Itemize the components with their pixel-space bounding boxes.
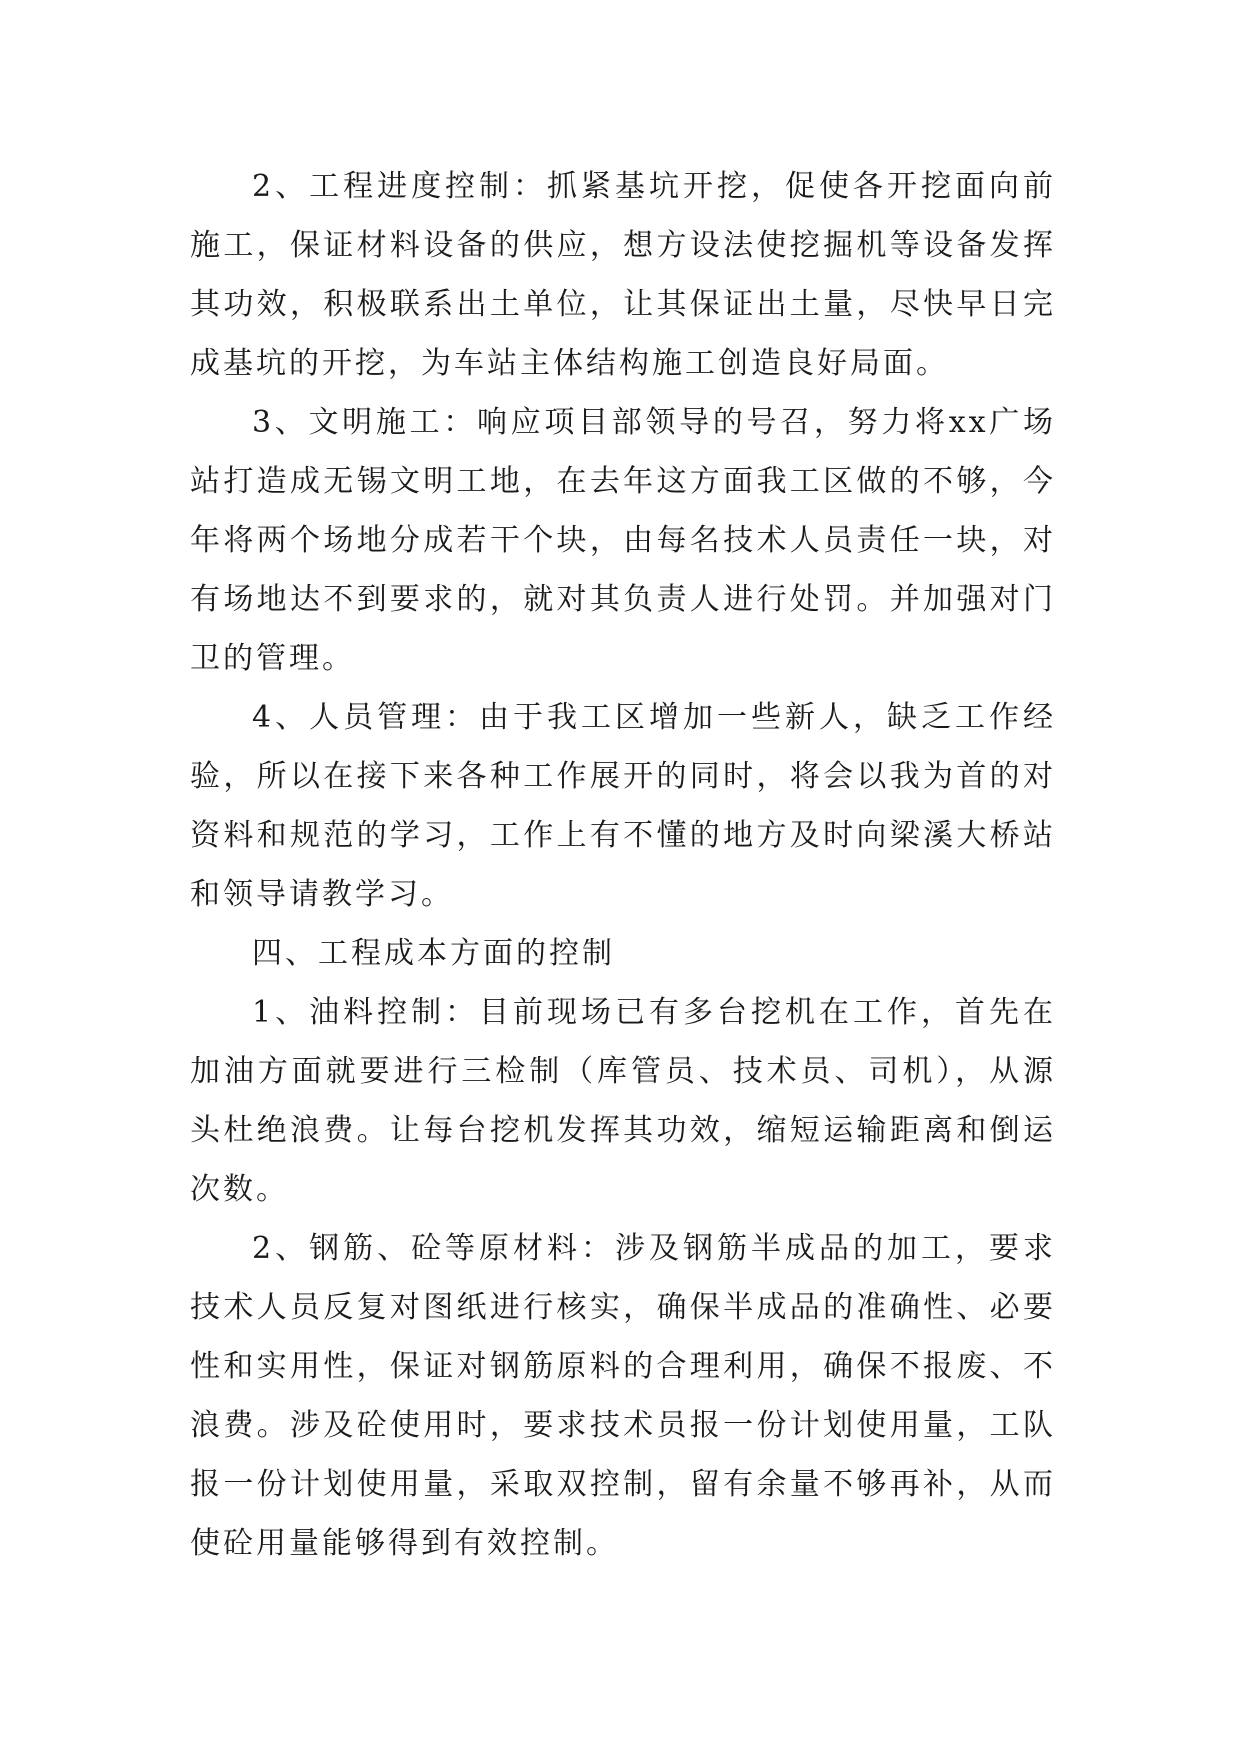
paragraph-raw-materials: 2、钢筋、砼等原材料：涉及钢筋半成品的加工，要求技术人员反复对图纸进行核实，确保半成品的准确性、必要性和实用性，保证对钢筋原料的合理利用，确保不报废、不浪费。涉及砼使用时，要求技术员报一份计划使用量，工队报一份计划使用量，采取双控制，留有余量不够再补，从而使砼用量能够得到有效控制。 <box>190 1231 1056 1561</box>
paragraph-progress-control: 2、工程进度控制：抓紧基坑开挖，促使各开挖面向前施工，保证材料设备的供应，想方设法使挖掘机等设备发挥其功效，积极联系出土单位，让其保证出土量，尽快早日完成基坑的开挖，为车站主体结构施工创造良好局面。 <box>190 169 1056 381</box>
paragraph-personnel-management: 4、人员管理：由于我工区增加一些新人，缺乏工作经验，所以在接下来各种工作展开的同时，将会以我为首的对资料和规范的学习，工作上有不懂的地方及时向梁溪大桥站和领导请教学习。 <box>190 700 1056 912</box>
document-body <box>190 157 1056 1573</box>
paragraph-fuel-control: 1、油料控制：目前现场已有多台挖机在工作，首先在加油方面就要进行三检制（库管员、技术员、司机），从源头杜绝浪费。让每台挖机发挥其功效，缩短运输距离和倒运次数。 <box>190 995 1056 1207</box>
paragraph-civilized-construction: 3、文明施工：响应项目部领导的号召，努力将xx广场站打造成无锡文明工地，在去年这方面我工区做的不够，今年将两个场地分成若干个块，由每名技术人员责任一块，对有场地达不到要求的，就对其负责人进行处罚。并加强对门卫的管理。 <box>190 405 1056 676</box>
section-heading-cost-control: 四、工程成本方面的控制 <box>252 936 615 971</box>
